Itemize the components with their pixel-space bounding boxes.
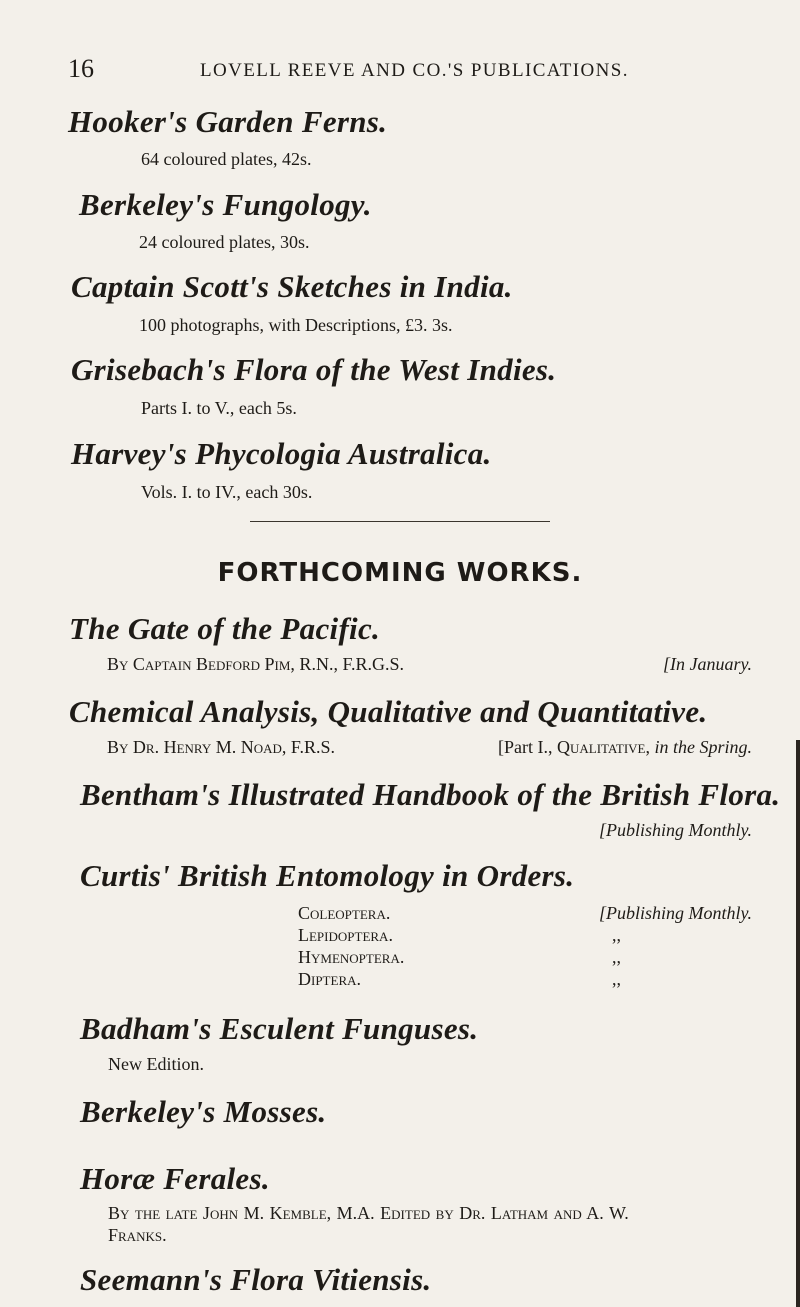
page-edge-shadow	[796, 740, 800, 1307]
order-hymenoptera: Hymenoptera.	[298, 947, 405, 967]
entry-detail-scott: 100 photographs, with Descriptions, £3. 3s.	[139, 315, 453, 335]
section-divider	[250, 521, 550, 522]
entry-title-berkeley-fungology: Berkeley's Fungology.	[79, 187, 372, 222]
page-number: 16	[68, 54, 94, 83]
horae-line1: By the late John M. Kemble, M.A. Edited by Dr. Latham and A. W.	[108, 1203, 629, 1223]
entry-detail-harvey: Vols. I. to IV., each 30s.	[141, 482, 313, 502]
entry-detail-grisebach: Parts I. to V., each 5s.	[141, 398, 297, 418]
horae-line2: Franks.	[108, 1225, 167, 1245]
seemann-title: Seemann's Flora Vitiensis.	[80, 1262, 432, 1297]
order-diptera: Diptera.	[298, 969, 361, 989]
order-hymenoptera-ditto: ,,	[612, 947, 621, 967]
chemical-note-qualitative: Qualitative,	[557, 737, 650, 757]
order-diptera-ditto: ,,	[612, 969, 621, 989]
entry-title-harvey: Harvey's Phycologia Australica.	[71, 436, 492, 471]
curtis-title: Curtis' British Entomology in Orders.	[80, 858, 575, 893]
bentham-note: [Publishing Monthly.	[599, 820, 752, 840]
chemical-note-season: in the Spring.	[650, 737, 752, 757]
order-coleoptera: Coleoptera.	[298, 903, 391, 923]
entry-title-grisebach: Grisebach's Flora of the West Indies.	[71, 352, 557, 387]
mosses-title: Berkeley's Mosses.	[80, 1094, 327, 1129]
order-lepidoptera: Lepidoptera.	[298, 925, 393, 945]
chemical-note-prefix: [Part I.,	[498, 737, 557, 757]
gate-title: The Gate of the Pacific.	[69, 611, 381, 646]
chemical-byline: By Dr. Henry M. Noad, F.R.S.	[107, 737, 335, 757]
entry-title-hooker: Hooker's Garden Ferns.	[68, 104, 388, 139]
horae-title: Horæ Ferales.	[80, 1161, 270, 1196]
badham-detail: New Edition.	[108, 1054, 204, 1074]
forthcoming-heading: FORTHCOMING WORKS.	[217, 558, 583, 588]
gate-byline: By Captain Bedford Pim, R.N., F.R.G.S.	[107, 654, 405, 674]
entry-detail-hooker: 64 coloured plates, 42s.	[141, 149, 312, 169]
gate-note: [In January.	[663, 654, 752, 674]
badham-title: Badham's Esculent Funguses.	[80, 1011, 479, 1046]
entry-detail-berkeley-fungology: 24 coloured plates, 30s.	[139, 232, 310, 252]
entry-title-scott: Captain Scott's Sketches in India.	[71, 269, 513, 304]
order-lepidoptera-ditto: ,,	[612, 925, 621, 945]
bentham-title: Bentham's Illustrated Handbook of the British Flora.	[80, 777, 781, 812]
order-coleoptera-status: [Publishing Monthly.	[599, 903, 752, 923]
chemical-note	[498, 737, 752, 758]
page-header	[68, 54, 748, 88]
running-title: LOVELL REEVE AND CO.'S PUBLICATIONS.	[200, 60, 629, 81]
chemical-title: Chemical Analysis, Qualitative and Quantitative.	[69, 694, 708, 729]
